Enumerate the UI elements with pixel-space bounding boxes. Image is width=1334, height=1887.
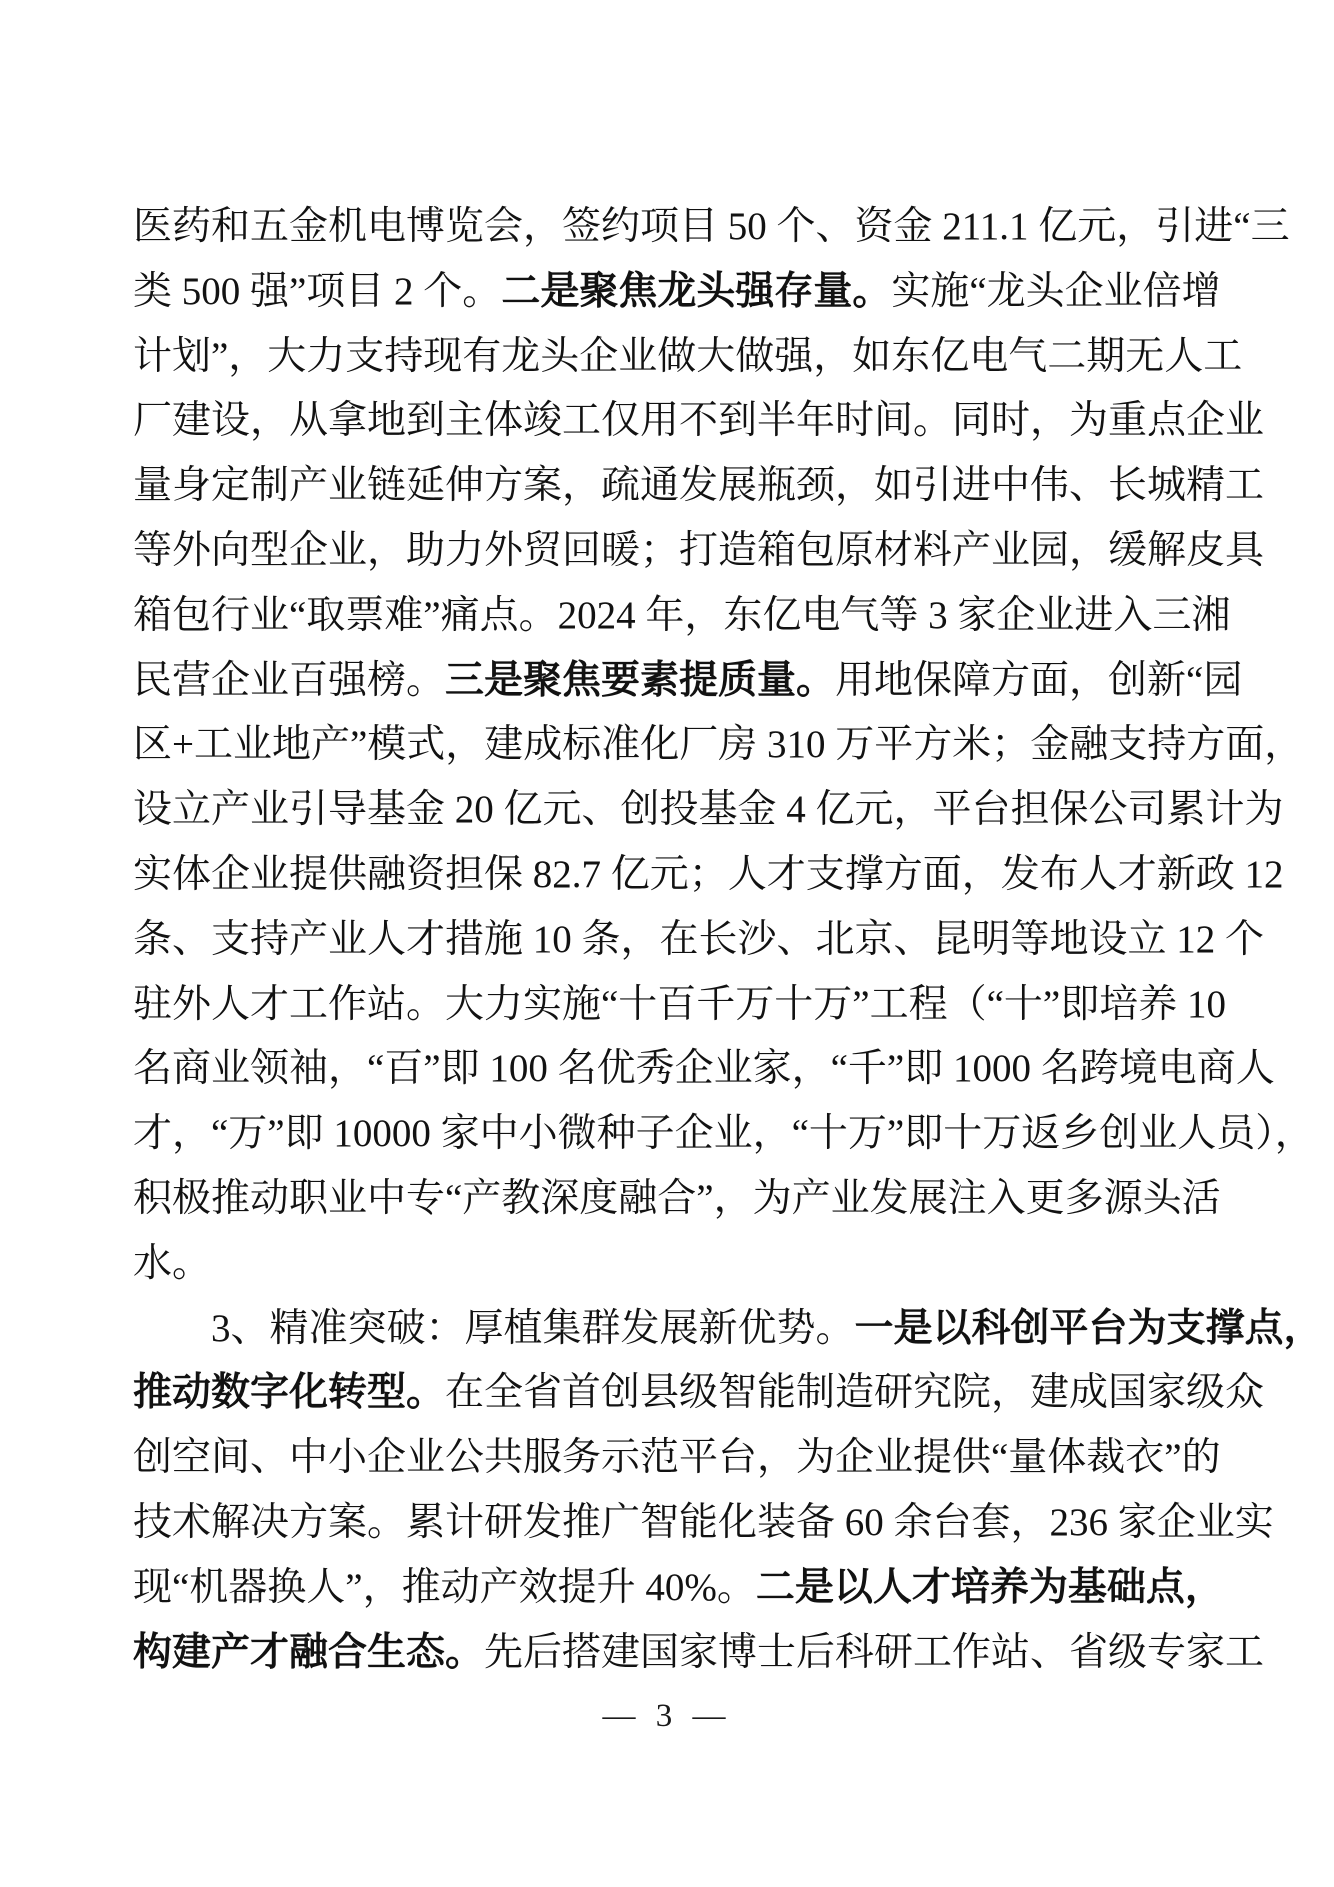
text-segment: 在全省首创县级智能制造研究院，建成国家级众 [445, 1371, 1265, 1415]
bold-text-segment: 三是聚焦要素提质量。 [445, 658, 836, 702]
text-segment: 水。 [133, 1241, 212, 1285]
text-segment: 区+工业地产”模式，建成标准化厂房 310 万平方米；金融支持方面， [133, 723, 1304, 767]
text-line [133, 1426, 1221, 1491]
text-segment: 箱包行业“取票难”痛点。2024 年，东亿电气等 3 家企业进入三湘 [133, 593, 1231, 637]
text-line [133, 713, 1304, 778]
text-line [133, 843, 1284, 908]
text-line [133, 1037, 1275, 1102]
text-segment: 现“机器换人”，推动产效提升 40%。 [133, 1565, 756, 1609]
text-segment: 先后搭建国家博士后科研工作站、省级专家工 [484, 1630, 1265, 1674]
bold-text-segment: 推动数字化转型。 [133, 1371, 446, 1415]
text-line [133, 1167, 1221, 1232]
text-line [133, 1621, 1265, 1686]
text-segment: 驻外人才工作站。大力实施“十百千万十万”工程（“十”即培养 10 [133, 982, 1226, 1026]
text-segment: 厂建设，从拿地到主体竣工仅用不到半年时间。同时，为重点企业 [133, 399, 1265, 443]
text-segment: 等外向型企业，助力外贸回暖；打造箱包原材料产业园，缓解皮具 [133, 528, 1265, 572]
text-line [133, 584, 1231, 649]
text-segment: 技术解决方案。累计研发推广智能化装备 60 余台套，236 家企业实 [133, 1500, 1274, 1544]
text-line [133, 519, 1265, 584]
text-line [133, 649, 1243, 714]
text-segment: 计划”，大力支持现有龙头企业做大做强，如东亿电气二期无人工 [133, 334, 1243, 378]
text-segment: 实体企业提供融资担保 82.7 亿元；人才支撑方面，发布人才新政 12 [133, 852, 1284, 896]
text-line [133, 389, 1265, 454]
text-line [133, 1297, 1323, 1362]
bold-text-segment: 构建产才融合生态。 [133, 1630, 485, 1674]
document-body [133, 195, 1323, 1685]
text-line [133, 778, 1284, 843]
text-segment: 民营企业百强榜。 [133, 658, 446, 702]
text-segment: 名商业领袖，“百”即 100 名优秀企业家，“千”即 1000 名跨境电商人 [133, 1047, 1275, 1091]
text-segment: 创空间、中小企业公共服务示范平台，为企业提供“量体裁衣”的 [133, 1436, 1221, 1480]
bold-text-segment: 二是聚焦龙头强存量。 [501, 269, 892, 313]
text-segment: 实施“龙头企业倍增 [891, 269, 1221, 313]
text-line [133, 1491, 1274, 1556]
text-line [133, 325, 1243, 390]
text-segment: 才，“万”即 10000 家中小微种子企业，“十万”即十万返乡创业人员）， [133, 1112, 1314, 1156]
text-line [133, 1232, 1200, 1297]
text-segment: 设立产业引导基金 20 亿元、创投基金 4 亿元，平台担保公司累计为 [133, 788, 1284, 832]
text-line [133, 1361, 1265, 1426]
page-number: — 3 — [602, 1698, 732, 1734]
text-line [133, 908, 1265, 973]
page-footer [0, 1698, 1334, 1735]
text-segment: 积极推动职业中专“产教深度融合”，为产业发展注入更多源头活 [133, 1176, 1221, 1220]
text-line [133, 454, 1265, 519]
text-line [133, 973, 1226, 1038]
text-segment: 3、精准突破：厚植集群发展新优势。 [211, 1306, 855, 1350]
text-line [133, 1102, 1314, 1167]
text-segment: 医药和五金机电博览会，签约项目 50 个、资金 211.1 亿元，引进“三 [133, 205, 1290, 248]
text-line [133, 1556, 1224, 1621]
text-segment: 量身定制产业链延伸方案，疏通发展瓶颈，如引进中伟、长城精工 [133, 464, 1265, 508]
bold-text-segment: 一是以科创平台为支撑点， [854, 1306, 1323, 1350]
text-line [133, 195, 1290, 260]
text-segment: 条、支持产业人才措施 10 条，在长沙、北京、昆明等地设立 12 个 [133, 917, 1265, 961]
text-segment: 用地保障方面，创新“园 [835, 658, 1243, 702]
bold-text-segment: 二是以人才培养为基础点， [755, 1565, 1224, 1609]
text-line [133, 260, 1221, 325]
text-segment: 类 500 强”项目 2 个。 [133, 269, 502, 313]
